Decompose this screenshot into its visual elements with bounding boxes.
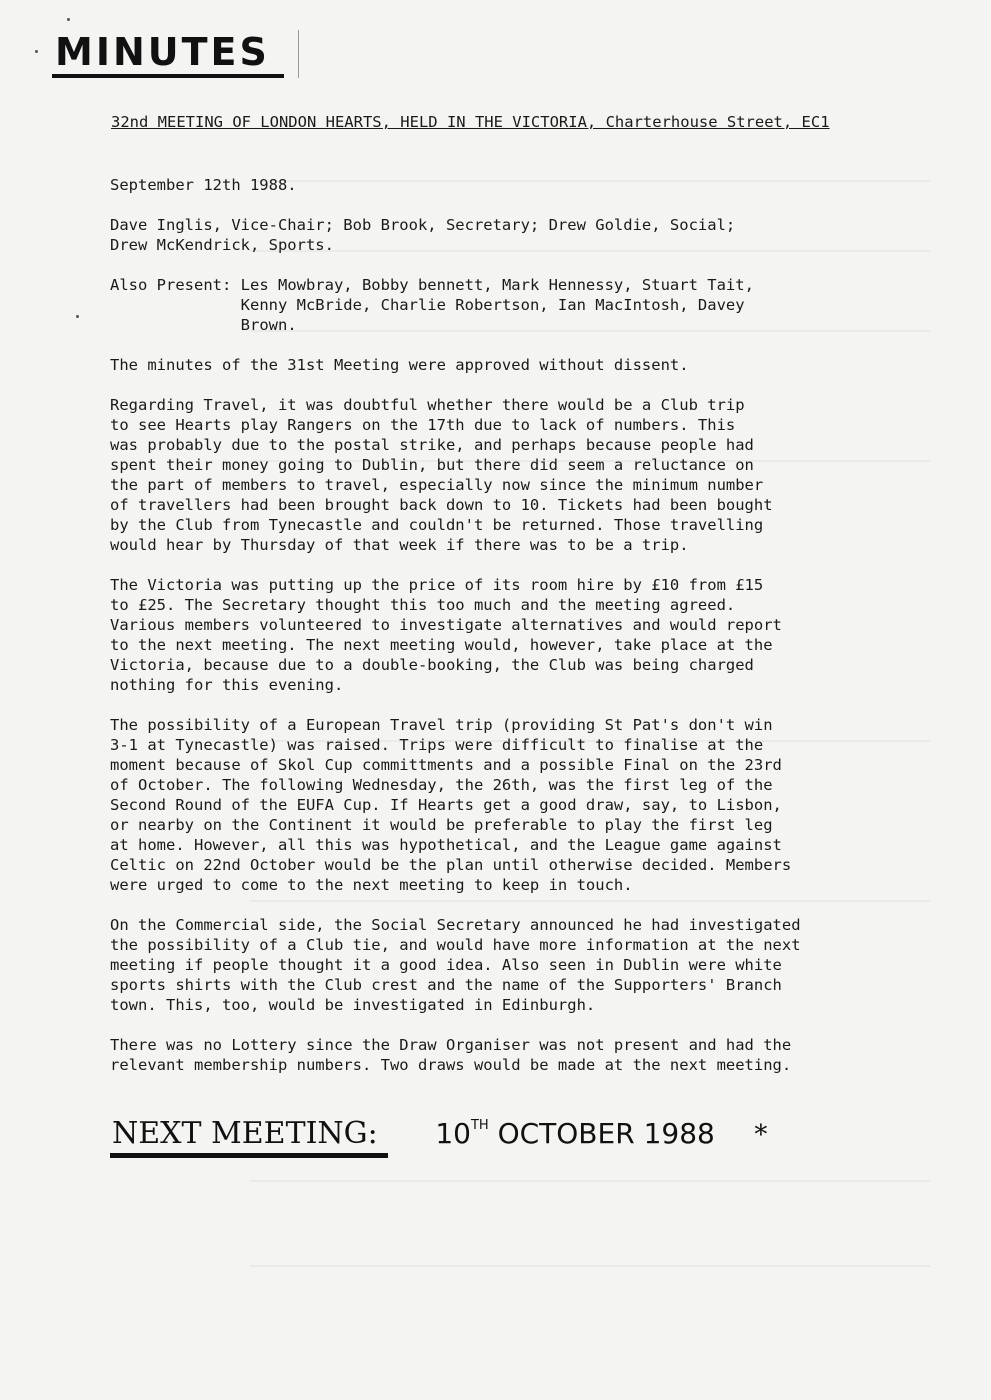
- paragraph-travel: Regarding Travel, it was doubtful whether there would be a Club trip to see Hearts play Rangers on the 17th due to lack of numbers. This was probably due to the postal strike, and perhaps because people had spent their money going to Dublin, but there did seem a reluctance on the part of members to travel, especially now since the minimum number of travellers had been brought back down to 10. Tickets had been bought by the Club from Tynecastle and couldn't be returned. Those travelling would hear by Thursday of that week if there was to be a trip.: [110, 396, 773, 554]
- paragraph-approval: The minutes of the 31st Meeting were approved without dissent.: [110, 356, 689, 374]
- ink-speck: [76, 315, 79, 318]
- meeting-heading: 32nd MEETING OF LONDON HEARTS, HELD IN THE VICTORIA, Charterhouse Street, EC1: [111, 113, 830, 131]
- show-through-line: [250, 1265, 930, 1267]
- paragraph-venue: The Victoria was putting up the price of its room hire by £10 from £15 to £25. The Secretary thought this too much and the meeting agreed. Various members volunteered to investigate alternatives and would report to the next meeting. The next meeting would, however, take place at the Victoria, because due to a double-booking, the Club was being charged nothing for this evening.: [110, 576, 782, 694]
- meeting-date: September 12th 1988.: [110, 176, 297, 194]
- show-through-line: [250, 1180, 930, 1182]
- officers-present: Dave Inglis, Vice-Chair; Bob Brook, Secretary; Drew Goldie, Social; Drew McKendrick, Sports.: [110, 216, 736, 254]
- paragraph-lottery: There was no Lottery since the Draw Organiser was not present and had the relevant membership numbers. Two draws would be made at the next meeting.: [110, 1036, 792, 1074]
- ink-speck: [67, 18, 70, 21]
- next-meeting-banner: [112, 1116, 852, 1151]
- next-meeting-underline: [110, 1153, 388, 1158]
- next-meeting-label: NEXT MEETING:: [112, 1116, 378, 1151]
- paragraph-european-trip: The possibility of a European Travel trip (providing St Pat's don't win 3-1 at Tynecastle) was raised. Trips were difficult to finalise at the moment because of Skol Cup committments and a possible Final on the 23rd of October. The following Wednesday, the 26th, was the first leg of the Second Round of the EUFA Cup. If Hearts get a good draw, say, to Lisbon, or nearby on the Continent it would be preferable to play the first leg at home. However, all this was hypothetical, and the League game against Celtic on 22nd October would be the plan until otherwise decided. Members were urged to come to the next meeting to keep in touch.: [110, 716, 792, 894]
- also-present-names: Les Mowbray, Bobby bennett, Mark Hennessy, Stuart Tait, Kenny McBride, Charlie Robertson, Ian MacIntosh, Davey Brown.: [240, 276, 754, 334]
- also-present-label: Also Present:: [110, 276, 241, 294]
- masthead-divider: [298, 30, 299, 78]
- ink-speck: [35, 50, 38, 53]
- next-meeting-day: 10: [435, 1117, 471, 1150]
- next-meeting-date: [435, 1117, 715, 1150]
- masthead-title: MINUTES: [55, 30, 270, 74]
- next-meeting-month-year: OCTOBER 1988: [497, 1117, 715, 1150]
- minutes-body: [110, 175, 870, 1095]
- masthead-underline: [52, 74, 284, 78]
- also-present: [110, 275, 870, 335]
- paragraph-commercial: On the Commercial side, the Social Secretary announced he had investigated the possibility of a Club tie, and would have more information at the next meeting if people thought it a good idea. Also seen in Dublin were white sports shirts with the Club crest and the name of the Supporters' Branch town. This, too, would be investigated in Edinburgh.: [110, 916, 801, 1014]
- asterisk-mark: *: [754, 1120, 768, 1150]
- next-meeting-day-suffix: TH: [470, 1118, 489, 1133]
